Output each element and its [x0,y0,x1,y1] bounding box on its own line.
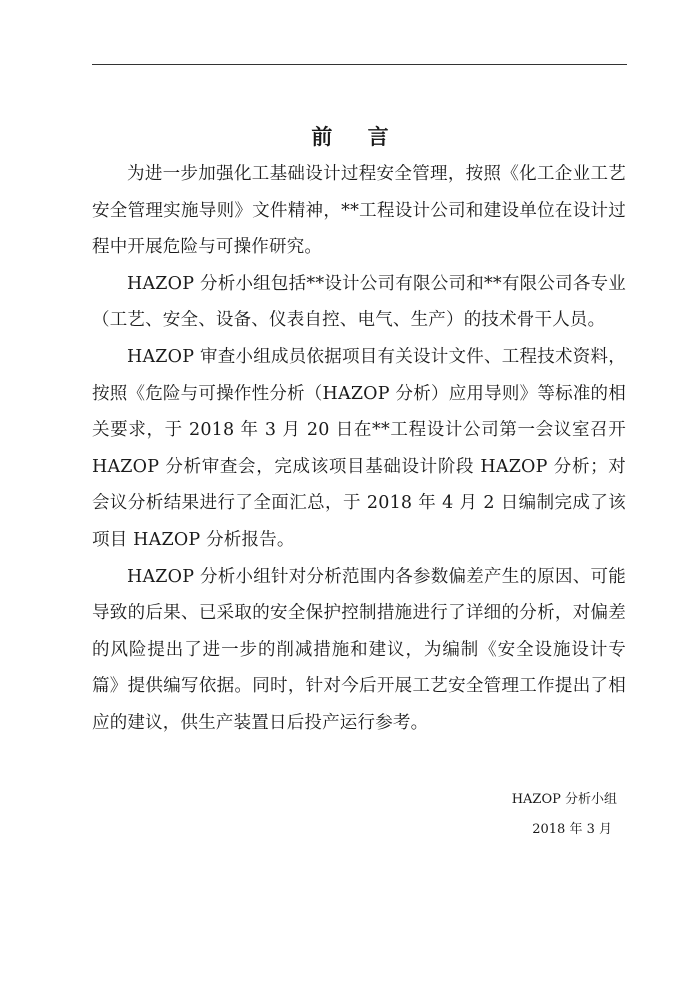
document-body [92,156,626,742]
header-rule [92,64,627,65]
paragraph-2: HAZOP 分析小组包括**设计公司有限公司和**有限公司各专业（工艺、安全、设备、仪表自控、电气、生产）的技术骨干人员。 [92,273,626,331]
page-title: 前 言 [311,124,403,149]
paragraph-1: 为进一步加强化工基础设计过程安全管理，按照《化工企业工艺安全管理实施导则》文件精神，**工程设计公司和建设单位在设计过程中开展危险与可操作研究。 [92,164,626,258]
paragraph-4: HAZOP 分析小组针对分析范围内各参数偏差产生的原因、可能导致的后果、已采取的安全保护控制措施进行了详细的分析，对偏差的风险提出了进一步的削减措施和建议，为编制《安全设施设计专篇》提供编写依据。同时，针对今后开展工艺安全管理工作提出了相应的建议，供生产装置日后投产运行参考。 [92,566,626,733]
signature-date: 2018 年 3 月 [532,822,612,837]
paragraph-3: HAZOP 审查小组成员依据项目有关设计文件、工程技术资料，按照《危险与可操作性分析（HAZOP 分析）应用导则》等标准的相关要求，于 2018 年 3 月 20 日在**工程设计公司第一会议室召开 HAZOP 分析审查会，完成该项目基础设计阶段 HAZOP 分析；对会议分析结果进行了全面汇总，于 2018 年 4 月 2 日编制完成了该项目 HAZOP 分析报告。 [92,346,626,550]
signature-organization: HAZOP 分析小组 [511,792,617,807]
